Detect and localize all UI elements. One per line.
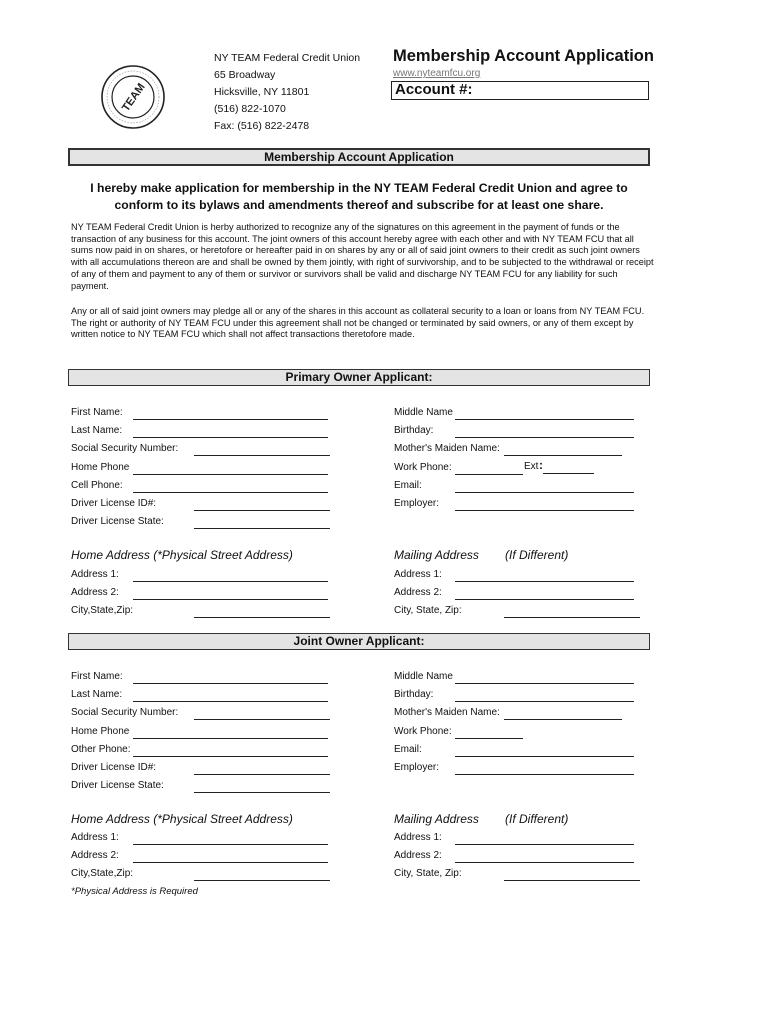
joint-home-label-0: Address 1: bbox=[71, 832, 119, 843]
joint-input-right-1[interactable] bbox=[455, 701, 634, 702]
joint-mail-input-1[interactable] bbox=[455, 862, 634, 863]
primary-label-right-3: Work Phone: bbox=[394, 461, 452, 473]
joint-input-right-3[interactable] bbox=[455, 738, 523, 739]
primary-label-6: Driver License State: bbox=[71, 516, 164, 528]
primary-label-3: Home Phone bbox=[71, 461, 130, 473]
joint-input-left-5[interactable] bbox=[194, 774, 330, 775]
joint-label-2: Social Security Number: bbox=[71, 707, 179, 719]
primary-mailing-note: (If Different) bbox=[505, 548, 569, 562]
joint-mail-input-0[interactable] bbox=[455, 844, 634, 845]
joint-label-0: First Name: bbox=[71, 671, 123, 682]
primary-home-input-0[interactable] bbox=[133, 581, 328, 582]
primary-label-right-2: Mother's Maiden Name: bbox=[394, 443, 500, 455]
joint-mail-label-1: Address 2: bbox=[394, 850, 442, 862]
primary-label-right-4: Email: bbox=[394, 479, 422, 491]
form-title: Membership Account Application bbox=[393, 47, 654, 65]
primary-label-right-1: Birthday: bbox=[394, 425, 434, 437]
primary-label-2: Social Security Number: bbox=[71, 443, 179, 455]
primary-label-0: First Name: bbox=[71, 407, 123, 418]
joint-home-input-0[interactable] bbox=[133, 844, 328, 845]
joint-label-4: Other Phone: bbox=[71, 743, 131, 755]
org-name: NY TEAM Federal Credit Union bbox=[214, 52, 361, 64]
joint-home-label-1: Address 2: bbox=[71, 850, 119, 862]
joint-input-right-0[interactable] bbox=[455, 683, 634, 684]
joint-label-right-2: Mother's Maiden Name: bbox=[394, 707, 500, 719]
primary-label-1: Last Name: bbox=[71, 425, 123, 437]
primary-label-right-0: Middle Name bbox=[394, 407, 453, 418]
primary-mail-label-0: Address 1: bbox=[394, 569, 442, 580]
joint-input-left-6[interactable] bbox=[194, 792, 330, 793]
joint-label-right-3: Work Phone: bbox=[394, 725, 452, 737]
joint-label-right-5: Employer: bbox=[394, 762, 440, 773]
primary-input-right-5[interactable] bbox=[455, 510, 634, 511]
primary-ext-label: Ext bbox=[524, 461, 539, 472]
primary-input-left-5[interactable] bbox=[194, 510, 330, 511]
joint-label-5: Driver License ID#: bbox=[71, 762, 157, 773]
primary-input-right-1[interactable] bbox=[455, 437, 634, 438]
primary-input-left-3[interactable] bbox=[133, 474, 328, 475]
primary-input-right-0[interactable] bbox=[455, 419, 634, 420]
joint-home-address-title: Home Address (*Physical Street Address) bbox=[71, 812, 293, 826]
joint-mailing-note: (If Different) bbox=[505, 812, 569, 826]
primary-input-left-4[interactable] bbox=[133, 492, 328, 493]
primary-home-input-1[interactable] bbox=[133, 599, 328, 600]
joint-input-right-2[interactable] bbox=[504, 719, 622, 720]
joint-mail-input-2[interactable] bbox=[504, 880, 640, 881]
primary-label-5: Driver License ID#: bbox=[71, 498, 157, 509]
org-address: 65 Broadway bbox=[214, 69, 276, 81]
primary-label-right-5: Employer: bbox=[394, 498, 440, 509]
org-fax: Fax: (516) 822-2478 bbox=[214, 120, 310, 132]
joint-input-left-3[interactable] bbox=[133, 738, 328, 739]
joint-input-left-4[interactable] bbox=[133, 756, 328, 757]
primary-mailing-address-title: Mailing Address bbox=[394, 548, 479, 562]
logo-team-text: TEAM bbox=[119, 81, 148, 114]
joint-label-right-1: Birthday: bbox=[394, 689, 434, 701]
primary-label-4: Cell Phone: bbox=[71, 479, 123, 491]
primary-input-left-6[interactable] bbox=[194, 528, 330, 529]
joint-input-right-5[interactable] bbox=[455, 774, 634, 775]
joint-label-1: Last Name: bbox=[71, 689, 123, 701]
primary-home-label-0: Address 1: bbox=[71, 569, 119, 580]
physical-address-footnote: *Physical Address is Required bbox=[71, 886, 198, 897]
section-banner-primary: Primary Owner Applicant: bbox=[68, 369, 650, 386]
primary-mail-label-1: Address 2: bbox=[394, 587, 442, 599]
primary-input-right-3[interactable] bbox=[455, 474, 523, 475]
joint-account-agreement: NY TEAM Federal Credit Union is herby authorized to recognize any of the signatures on this agreement in the payment of funds or the transaction of any business for this account. The joint owners of this account hereby agree with each other and with NY TEAM FCU that all sums now paid in on shares, or heretofore or hereafter paid in on shares by any or all of said joint owners to their credit as such joint owners with all accumulations thereon are and shall be owned by them jointly, with right of survivorship, and to be subjected to the withdrawal or receipt of any of them and payment to any of them or survivor or survivors shall be valid and discharge NY TEAM FCU for any liability for such payment. bbox=[71, 222, 654, 291]
org-phone: (516) 822-1070 bbox=[214, 103, 286, 115]
primary-home-input-2[interactable] bbox=[194, 617, 330, 618]
joint-mailing-address-title: Mailing Address bbox=[394, 812, 479, 826]
membership-declaration: I hereby make application for membership in the NY TEAM Federal Credit Union and agree to conform to its bylaws and amendments thereof and subscribe for at least one share. bbox=[90, 181, 628, 212]
joint-input-left-0[interactable] bbox=[133, 683, 328, 684]
joint-mail-label-0: Address 1: bbox=[394, 832, 442, 843]
website-link[interactable]: www.nyteamfcu.org bbox=[393, 68, 481, 79]
joint-label-right-4: Email: bbox=[394, 743, 422, 755]
primary-mail-input-0[interactable] bbox=[455, 581, 634, 582]
joint-label-3: Home Phone bbox=[71, 725, 130, 737]
primary-home-label-1: Address 2: bbox=[71, 587, 119, 599]
primary-mail-input-2[interactable] bbox=[504, 617, 640, 618]
joint-input-left-1[interactable] bbox=[133, 701, 328, 702]
joint-input-left-2[interactable] bbox=[194, 719, 330, 720]
credit-union-logo bbox=[100, 64, 166, 130]
primary-ext-input[interactable] bbox=[543, 473, 594, 474]
pledge-agreement: Any or all of said joint owners may pledge all or any of the shares in this account as collateral security to a loan or loans from NY TEAM FCU. The right or authority of NY TEAM FCU under this agreement shall not be changed or terminated by said owners, or any of them except by written notice to NY TEAM FCU which shall not affect transactions theretofore made. bbox=[71, 306, 645, 340]
primary-mail-label-2: City, State, Zip: bbox=[394, 605, 462, 617]
joint-home-input-2[interactable] bbox=[194, 880, 330, 881]
joint-home-label-2: City,State,Zip: bbox=[71, 868, 134, 880]
primary-input-left-1[interactable] bbox=[133, 437, 328, 438]
primary-mail-input-1[interactable] bbox=[455, 599, 634, 600]
primary-ext-colon: : bbox=[539, 458, 543, 472]
primary-input-right-2[interactable] bbox=[504, 455, 622, 456]
primary-input-right-4[interactable] bbox=[455, 492, 634, 493]
joint-mail-label-2: City, State, Zip: bbox=[394, 868, 462, 880]
primary-home-address-title: Home Address (*Physical Street Address) bbox=[71, 548, 293, 562]
joint-home-input-1[interactable] bbox=[133, 862, 328, 863]
org-city: Hicksville, NY 11801 bbox=[214, 86, 310, 98]
joint-label-right-0: Middle Name bbox=[394, 671, 453, 682]
joint-label-6: Driver License State: bbox=[71, 780, 164, 792]
account-number-field[interactable]: Account #: bbox=[391, 81, 649, 100]
section-banner-joint: Joint Owner Applicant: bbox=[68, 633, 650, 650]
joint-input-right-4[interactable] bbox=[455, 756, 634, 757]
primary-input-left-0[interactable] bbox=[133, 419, 328, 420]
section-banner-membership: Membership Account Application bbox=[68, 148, 650, 166]
primary-input-left-2[interactable] bbox=[194, 455, 330, 456]
primary-home-label-2: City,State,Zip: bbox=[71, 605, 134, 617]
